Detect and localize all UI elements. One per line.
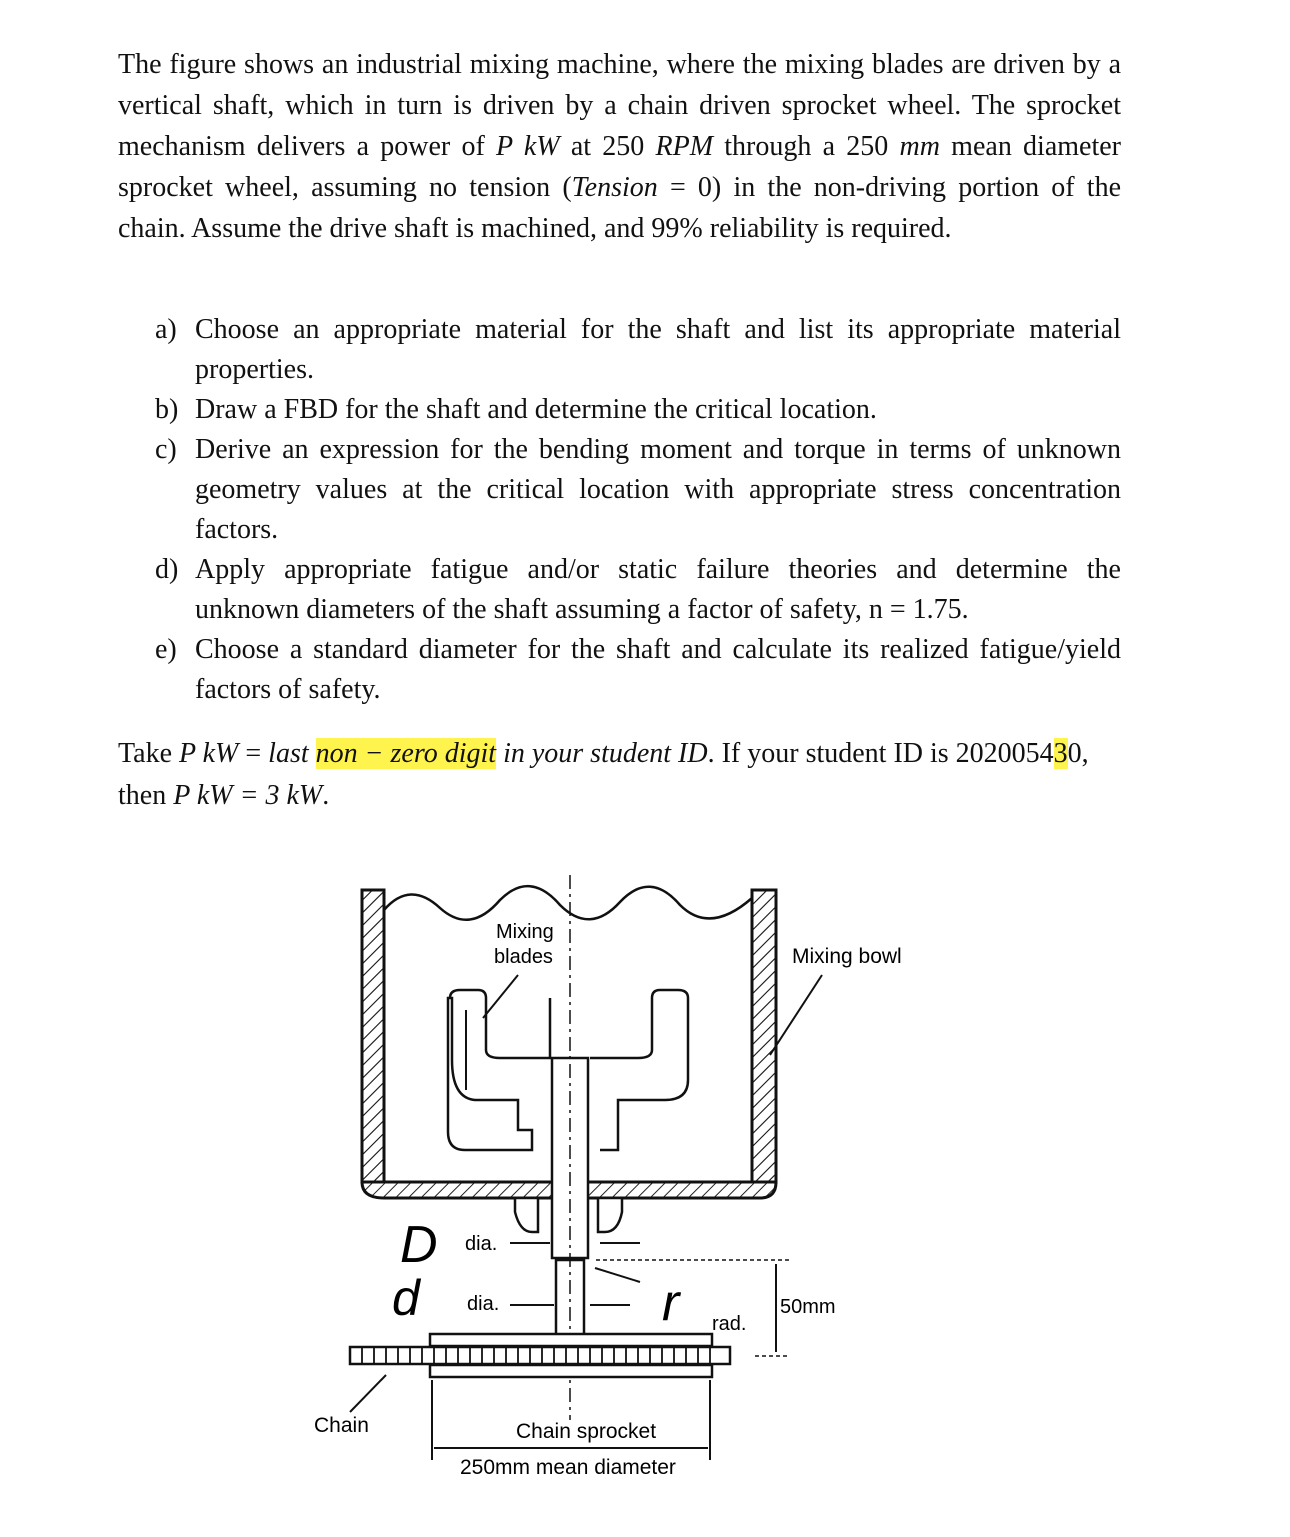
blade-left-arm — [448, 998, 532, 1150]
label-dia-d: dia. — [467, 1293, 500, 1315]
label-rad: rad. — [712, 1313, 747, 1335]
take-id-part: 2020054 — [955, 738, 1054, 769]
take-power-symbol: P kW — [179, 738, 239, 769]
hub-left — [515, 1198, 538, 1232]
question-text: Choose an appropriate material for the shaft and list its appropriate material properties. — [195, 314, 1121, 385]
question-text: Derive an expression for the bending moment and torque in terms of unknown geometry values at the critical location with appropriate stress concentration factors. — [195, 434, 1121, 545]
question-item — [155, 430, 1121, 550]
take-result: P kW = 3 kW — [173, 780, 323, 811]
intro-text-1: The figure shows an industrial mixing machine, where the mixing blades are driven by a vertical shaft, which in turn is driven by a chain driven sprocket wheel. The sprocket mechanism delivers a power of — [118, 49, 1121, 162]
chain-leader — [350, 1375, 386, 1412]
question-list — [155, 310, 1121, 710]
label-d: d — [392, 1270, 420, 1326]
label-dia-D: dia. — [465, 1233, 498, 1255]
question-label: e) — [155, 634, 177, 665]
take-id-end: 0 — [1067, 738, 1082, 769]
sprocket-bottom-plate — [430, 1365, 712, 1377]
mixing-machine-figure — [300, 860, 940, 1500]
take-equals: = — [238, 738, 269, 769]
question-label: c) — [155, 434, 177, 465]
question-item — [155, 310, 1121, 390]
question-label: a) — [155, 314, 177, 345]
take-text-3: , then — [118, 738, 1089, 811]
r-leader — [595, 1268, 640, 1282]
intro-mm-unit: mm — [899, 131, 940, 162]
label-mixing: Mixing — [496, 921, 554, 943]
blades-leader — [483, 975, 518, 1018]
mixture-surface — [384, 886, 752, 920]
bowl-left-wall — [362, 890, 384, 1182]
question-item — [155, 630, 1121, 710]
blade-right — [590, 990, 688, 1058]
chain — [350, 1347, 730, 1364]
question-text: Choose a standard diameter for the shaft and calculate its realized fatigue/yield factors of safety. — [195, 634, 1121, 705]
hub-right — [598, 1198, 622, 1232]
shaft-lower — [556, 1260, 584, 1335]
intro-paragraph — [118, 44, 1121, 249]
question-item — [155, 390, 1121, 430]
label-D: D — [400, 1216, 438, 1274]
question-label: d) — [155, 554, 179, 585]
question-label: b) — [155, 394, 179, 425]
intro-text-2: at 250 — [559, 131, 656, 162]
intro-text-3: through a 250 — [713, 131, 900, 162]
take-text-2: . If your student ID is — [707, 738, 956, 769]
sprocket-top-plate — [430, 1334, 712, 1346]
intro-rpm-unit: RPM — [655, 131, 714, 162]
take-text-4: . — [322, 780, 330, 811]
question-item — [155, 550, 1121, 630]
take-last: last — [268, 738, 316, 769]
bowl-leader — [770, 975, 822, 1055]
take-rest: in your student ID — [496, 738, 708, 769]
intro-power-symbol: P kW — [496, 131, 560, 162]
take-paragraph — [118, 733, 1121, 817]
take-id-highlight: 3 — [1053, 738, 1068, 769]
take-nonzero-highlight: non − zero digit — [315, 738, 497, 769]
label-sprocket-diameter: 250mm mean diameter — [460, 1456, 676, 1479]
question-text: Draw a FBD for the shaft and determine the critical location. — [195, 394, 877, 425]
intro-text-5: = 0) in the non-driving portion of the chain. Assume the drive shaft is machined, and 99% reliability is required. — [118, 172, 1121, 244]
question-text: Apply appropriate fatigue and/or static failure theories and determine the unknown diameters of the shaft assuming a factor of safety, n = 1.75. — [195, 554, 1121, 625]
blade-right-arm — [600, 998, 688, 1150]
label-mixing-bowl: Mixing bowl — [792, 945, 902, 968]
bowl-right-wall — [752, 890, 776, 1182]
take-text-1: Take — [118, 738, 180, 769]
label-chain-sprocket: Chain sprocket — [516, 1420, 657, 1443]
intro-tension-symbol: Tension — [571, 172, 658, 203]
label-r: r — [662, 1274, 680, 1332]
label-blades: blades — [494, 946, 553, 968]
intro-text-4: mean diameter sprocket wheel, assuming no tension ( — [118, 131, 1121, 203]
label-50mm: 50mm — [780, 1296, 836, 1318]
label-chain: Chain — [314, 1414, 369, 1437]
